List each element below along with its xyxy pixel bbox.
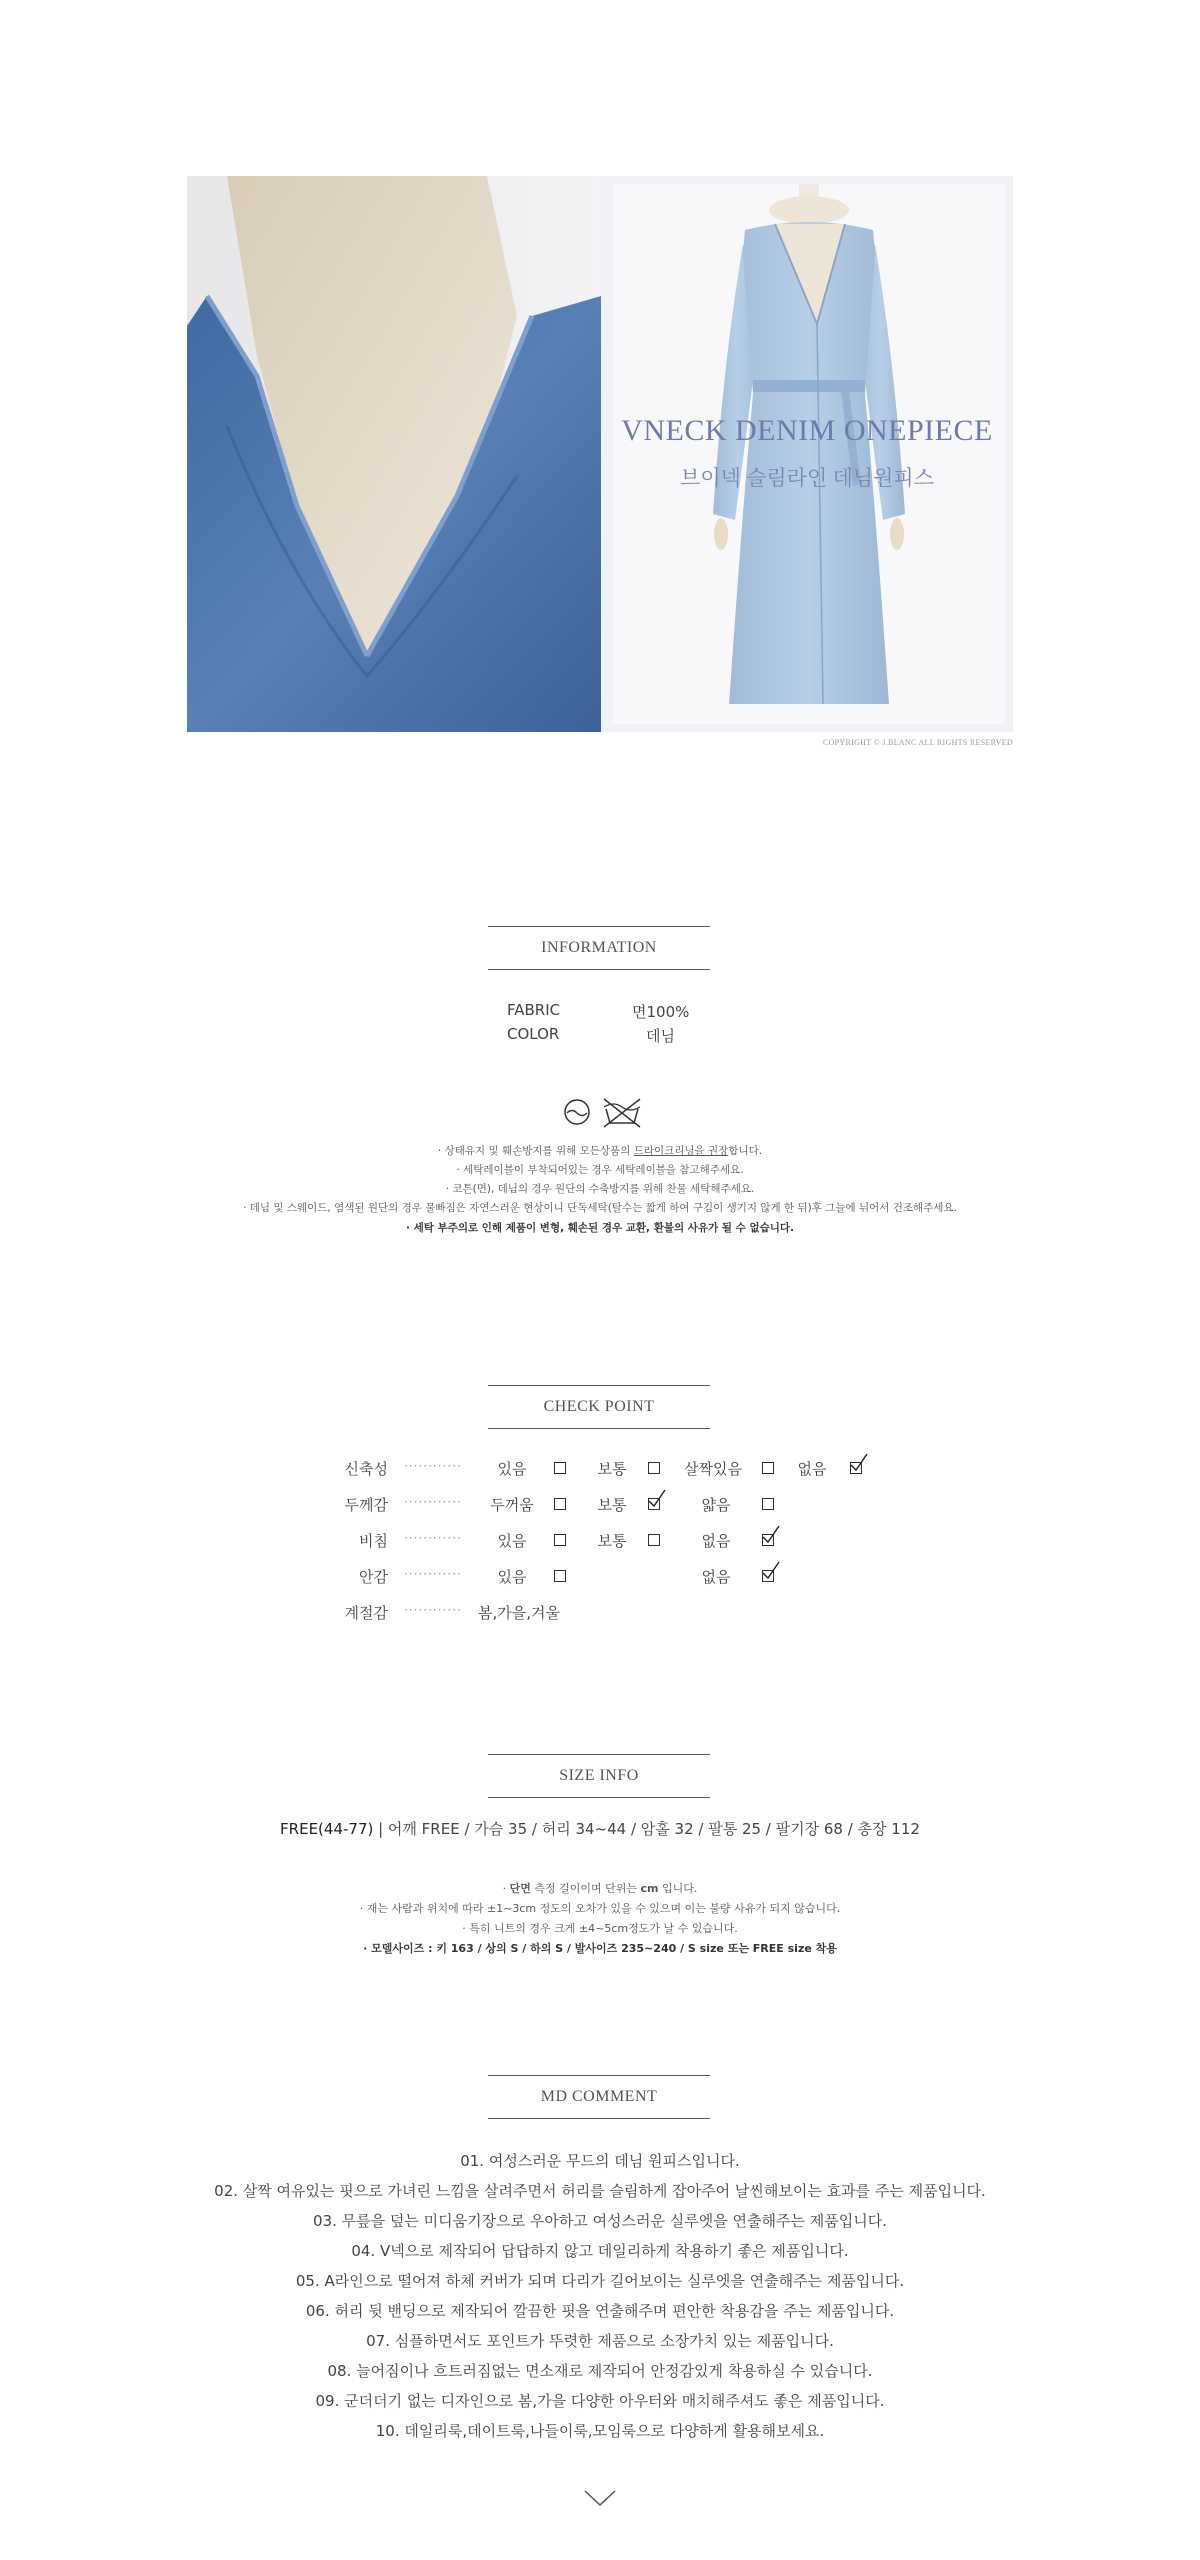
md-comment-line: 09. 군더더기 없는 디자인으로 봄,가을 다양한 아우터와 매치해주셔도 좋은 제품입니다. [315,2392,885,2410]
check-option: 없음 [701,1532,731,1550]
check-label-elasticity: 신축성 [344,1460,388,1478]
care-note-4: · 데님 및 스웨이드, 염색된 원단의 경우 물빠짐은 자연스러운 현상이니 단독세탁(탈수는 짧게 하여 구김이 생기지 않게 한 뒤)후 그늘에 뉘어서 건조해주세요. [243,1202,957,1214]
md-comment-line: 10. 데일리룩,데이트룩,나들이룩,모임룩으로 다양하게 활용해보세요. [375,2422,825,2440]
hero-title: VNECK DENIM ONEPIECE [621,414,993,447]
check-dots: ············ [404,1531,462,1545]
check-label-transparency: 비침 [359,1532,388,1550]
season-value: 봄,가을,겨울 [478,1604,560,1622]
checkmark-icon [760,1524,782,1546]
check-dots: ············ [404,1603,462,1617]
check-option: 얇음 [701,1496,731,1514]
check-dots: ············ [404,1495,462,1509]
no-bleach-dry-icon [600,1095,644,1129]
md-comment-line: 04. V넥으로 제작되어 답답하지 않고 데일리하게 착용하기 좋은 제품입니다. [351,2242,849,2260]
care-note-1-emphasis: 드라이크리닝을 권장 [633,1145,729,1157]
care-note-2: · 세탁레이블이 부착되어있는 경우 세탁레이블을 참고해주세요. [456,1164,744,1176]
check-label-thickness: 두께감 [344,1496,388,1514]
information-header [488,926,710,970]
check-dots: ············ [404,1459,462,1473]
check-option: 없음 [701,1568,731,1586]
size-note-1 [0,1880,1200,1896]
color-value: 데님 [646,1027,675,1045]
md-comment-line: 03. 무릎을 덮는 미디움기장으로 우아하고 여성스러운 실루엣을 연출해주는 제품입니다. [313,2212,887,2230]
care-note-1-text: · 상태유지 및 훼손방지를 위해 모든상품의 [437,1145,634,1157]
size-note-2: · 재는 사람과 위치에 따라 ±1~3cm 정도의 오차가 있을 수 있으며 이는 불량 사유가 되지 않습니다. [359,1902,841,1915]
hero-closeup-image [187,176,601,732]
model-size-note: · 모델사이즈 : 키 163 / 상의 S / 하의 S / 발사이즈 235~240 / S size 또는 FREE size 착용 [363,1942,837,1955]
size-detail: | 어깨 FREE / 가슴 35 / 허리 34~44 / 암홀 32 / 팔통 25 / 팔기장 68 / 총장 112 [373,1820,920,1838]
md-comment-line: 05. A라인으로 떨어져 하체 커버가 되며 다리가 길어보이는 실루엣을 연출해주는 제품입니다. [295,2272,905,2290]
check-option: 살짝있음 [684,1460,742,1478]
checkmark-icon [848,1452,870,1474]
fabric-label: FABRIC [507,1001,561,1019]
check-option: 없음 [797,1460,827,1478]
check-box[interactable] [762,1498,774,1510]
md-comment-line: 08. 늘어짐이나 흐트러짐없는 면소재로 제작되어 안정감있게 착용하실 수 있습니다. [327,2362,873,2380]
care-note-1 [0,1143,1200,1158]
md-comment-line: 01. 여성스러운 무드의 데님 원피스입니다. [460,2152,740,2170]
dress-illustration [613,184,1005,724]
check-box[interactable] [648,1462,660,1474]
check-option: 있음 [497,1460,527,1478]
size-info-header [488,1754,710,1798]
md-comment-line: 06. 허리 뒷 밴딩으로 제작되어 깔끔한 핏을 연출해주며 편안한 착용감을 주는 제품입니다. [305,2302,895,2320]
check-option: 보통 [597,1532,627,1550]
checkmark-icon [646,1488,668,1510]
md-comment-header [488,2075,710,2119]
checkmark-icon [760,1560,782,1582]
hero-product-backdrop [613,184,1005,724]
size-note-1-text: 측정 길이이며 단위는 [530,1882,641,1895]
chevron-down-icon[interactable] [583,2488,617,2508]
care-note-1-suffix: 합니다. [728,1145,763,1157]
check-box[interactable] [762,1462,774,1474]
size-spec-line [0,1818,1200,1839]
check-box[interactable] [554,1462,566,1474]
check-box[interactable] [648,1534,660,1546]
check-box[interactable] [554,1498,566,1510]
size-note-3: · 특히 니트의 경우 크게 ±4~5cm정도가 날 수 있습니다. [462,1922,738,1935]
check-dots: ············ [404,1567,462,1581]
hero-product-image [601,176,1013,732]
care-note-3: · 코튼(면), 데님의 경우 원단의 수축방지를 위해 찬물 세탁해주세요. [445,1183,755,1195]
check-label-season: 계절감 [344,1604,388,1622]
size-free-label: FREE(44-77) [280,1820,374,1838]
check-box[interactable] [554,1570,566,1582]
md-comment-header-label: MD COMMENT [540,2088,658,2105]
copyright-text: COPYRIGHT © J.BLANC ALL RIGHTS RESERVED [822,738,1013,747]
care-warning: · 세탁 부주의로 인해 제품이 변형, 훼손된 경우 교환, 환불의 사유가 될 수 없습니다. [405,1222,795,1234]
check-option: 두꺼움 [490,1496,534,1514]
md-comment-line: 02. 살짝 여유있는 핏으로 가녀린 느낌을 살려주면서 허리를 슬림하게 잡아주어 날씬해보이는 효과를 주는 제품입니다. [214,2182,986,2200]
check-point-header [488,1385,710,1429]
md-comment-line: 07. 심플하면서도 포인트가 뚜렷한 제품으로 소장가치 있는 제품입니다. [366,2332,834,2350]
size-info-header-label: SIZE INFO [559,1767,639,1784]
check-box[interactable] [554,1534,566,1546]
hero-banner [187,176,1013,732]
hero-subtitle: 브이넥 슬림라인 데님원피스 [680,466,934,490]
size-note-1-unit: cm [640,1882,659,1895]
check-option: 보통 [597,1496,627,1514]
size-note-1-emphasis: 단면 [509,1882,531,1895]
color-label: COLOR [507,1025,560,1043]
fabric-value: 면100% [632,1003,690,1021]
size-note-1-suffix: 입니다. [658,1882,698,1895]
check-label-lining: 안감 [359,1568,388,1586]
check-option: 보통 [597,1460,627,1478]
information-header-label: INFORMATION [541,939,657,956]
check-point-header-label: CHECK POINT [543,1398,655,1415]
check-option: 있음 [497,1568,527,1586]
wash-30-icon [562,1097,592,1127]
check-option: 있음 [497,1532,527,1550]
size-note-1-prefix: · [502,1882,510,1895]
